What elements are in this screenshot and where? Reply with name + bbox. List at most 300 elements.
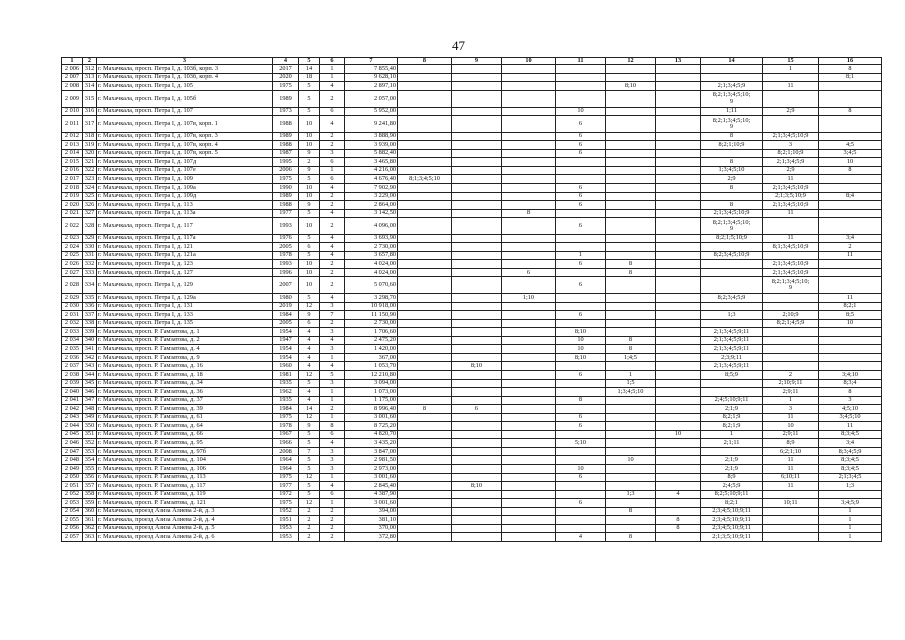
table-cell — [656, 413, 701, 422]
table-cell: г. Махачкала, просп. Р. Гамзатова, д. 97б — [97, 447, 273, 456]
table-cell: 3 — [763, 405, 819, 414]
table-cell: 2 — [320, 507, 345, 516]
table-cell: 8;1 — [819, 73, 882, 82]
table-cell: 8 — [606, 260, 656, 269]
table-cell: 1989 — [273, 132, 299, 141]
table-cell — [398, 201, 452, 210]
table-cell: 4 387,90 — [345, 490, 398, 499]
table-cell — [701, 268, 763, 277]
table-cell: 2 007 — [62, 73, 83, 82]
table-cell — [701, 243, 763, 252]
table-cell — [398, 370, 452, 379]
table-cell: 6 — [556, 192, 606, 201]
table-cell — [502, 311, 556, 320]
table-cell: 4 820,70 — [345, 430, 398, 439]
table-cell: 1953 — [273, 524, 299, 533]
table-cell: 359 — [83, 499, 97, 508]
table-cell: 8;2;1;3;4;5;10; 9 — [701, 218, 763, 235]
table-cell: 8 — [556, 396, 606, 405]
table-cell: 4 — [299, 345, 320, 354]
table-cell: 1 — [320, 388, 345, 397]
table-cell — [398, 353, 452, 362]
table-cell: 7 — [320, 311, 345, 320]
table-cell: 8;2;1;3;4;5;10; 9 — [763, 277, 819, 294]
table-cell: 2 012 — [62, 132, 83, 141]
table-cell: 2 042 — [62, 405, 83, 414]
table-cell: 2007 — [273, 277, 299, 294]
table-cell: 1 — [606, 370, 656, 379]
table-row — [62, 447, 882, 456]
table-cell: г. Махачкала, просп. Р. Гамзатова, д. 113 — [97, 473, 273, 482]
table-cell — [452, 141, 502, 150]
table-cell — [556, 379, 606, 388]
table-row — [62, 209, 882, 218]
table-cell: 10 — [299, 183, 320, 192]
table-cell: 2;1;3;4;5;9;11 — [701, 336, 763, 345]
table-cell — [701, 192, 763, 201]
table-cell: 2;1;3;5;10;9;11 — [701, 533, 763, 542]
table-cell: 2;1;3;4;5;9;11 — [701, 328, 763, 337]
table-cell: 3;4;10 — [819, 370, 882, 379]
table-cell: 2 — [320, 192, 345, 201]
table-cell — [398, 362, 452, 371]
table-cell: 8;10 — [452, 362, 502, 371]
table-cell: 2 019 — [62, 192, 83, 201]
table-cell — [502, 370, 556, 379]
table-cell: 2;3;4;5;10;9;11 — [701, 524, 763, 533]
table-cell — [701, 379, 763, 388]
table-cell — [452, 319, 502, 328]
table-cell: 4 — [656, 490, 701, 499]
table-cell: 2;9;11 — [763, 388, 819, 397]
table-cell: 1987 — [273, 149, 299, 158]
table-cell: 2 026 — [62, 260, 83, 269]
table-cell: 8 — [502, 209, 556, 218]
table-cell: г. Махачкала, просп. Петра I, д. 109 — [97, 175, 273, 184]
table-cell — [452, 65, 502, 74]
table-cell: 1;5 — [606, 379, 656, 388]
table-cell: г. Махачкала, просп. Петра I, д. 107 — [97, 107, 273, 116]
table-cell: 2;10;9;11 — [763, 379, 819, 388]
table-cell: 3 001,60 — [345, 413, 398, 422]
table-cell: 2;1;3;5;10;9 — [763, 192, 819, 201]
table-cell — [763, 533, 819, 542]
table-cell: г. Махачкала, просп. Р. Гамзатова, д. 61 — [97, 413, 273, 422]
table-cell — [398, 294, 452, 303]
table-cell — [656, 422, 701, 431]
table-cell — [398, 430, 452, 439]
table-cell: 2 056 — [62, 524, 83, 533]
table-cell: 4 — [299, 328, 320, 337]
table-cell: 9 — [299, 166, 320, 175]
table-cell — [452, 388, 502, 397]
table-cell: 2 845,40 — [345, 482, 398, 491]
table-cell: 10 — [556, 465, 606, 474]
table-cell: 5 — [299, 209, 320, 218]
table-cell: 2 — [320, 132, 345, 141]
table-cell — [656, 90, 701, 107]
table-cell — [502, 90, 556, 107]
table-cell — [502, 422, 556, 431]
table-cell — [606, 311, 656, 320]
table-cell — [556, 234, 606, 243]
table-cell: 2 730,00 — [345, 243, 398, 252]
table-cell — [452, 251, 502, 260]
table-cell — [556, 388, 606, 397]
table-cell: 6 — [320, 490, 345, 499]
table-cell: г. Махачкала, просп. Петра I, д. 127 — [97, 268, 273, 277]
table-cell — [398, 260, 452, 269]
table-cell: 8;3;4 — [819, 379, 882, 388]
table-cell — [606, 439, 656, 448]
table-cell — [656, 294, 701, 303]
table-cell: г. Махачкала, просп. Петра I, д. 107в, корп. 4 — [97, 141, 273, 150]
table-cell: г. Махачкала, просп. Р. Гамзатова, д. 1 — [97, 328, 273, 337]
table-cell — [819, 201, 882, 210]
table-cell: 10 — [299, 132, 320, 141]
table-cell: 5 — [320, 370, 345, 379]
table-cell: 351 — [83, 430, 97, 439]
table-cell — [502, 396, 556, 405]
table-cell: 2 028 — [62, 277, 83, 294]
table-row — [62, 251, 882, 260]
table-cell — [502, 499, 556, 508]
table-cell: 10 — [556, 107, 606, 116]
table-cell: 12 — [299, 370, 320, 379]
table-cell: г. Махачкала, просп. Р. Гамзатова, д. 4 — [97, 345, 273, 354]
table-cell — [452, 328, 502, 337]
table-cell: г. Махачкала, просп. Р. Гамзатова, д. 121 — [97, 499, 273, 508]
table-cell: 6 — [299, 319, 320, 328]
table-cell — [701, 302, 763, 311]
table-cell: 6 — [556, 413, 606, 422]
table-cell: 2 049 — [62, 465, 83, 474]
table-cell: 5;10 — [556, 439, 606, 448]
table-cell — [656, 362, 701, 371]
column-header: 10 — [502, 58, 556, 65]
table-cell — [398, 396, 452, 405]
table-cell — [606, 183, 656, 192]
table-cell — [819, 260, 882, 269]
table-cell — [556, 302, 606, 311]
table-row — [62, 388, 882, 397]
table-cell — [656, 499, 701, 508]
table-cell: 8;2;1;9 — [701, 413, 763, 422]
table-cell: 3 847,00 — [345, 447, 398, 456]
table-cell: 2;1;3;4;5;9;11 — [701, 362, 763, 371]
table-cell: 340 — [83, 336, 97, 345]
table-cell: 2 021 — [62, 209, 83, 218]
table-cell — [398, 166, 452, 175]
table-cell: 315 — [83, 90, 97, 107]
table-cell — [502, 82, 556, 91]
table-cell: 1947 — [273, 336, 299, 345]
table-cell: 9 — [299, 311, 320, 320]
table-cell — [606, 175, 656, 184]
table-row — [62, 516, 882, 525]
table-cell: 2 053 — [62, 499, 83, 508]
table-cell — [398, 82, 452, 91]
table-cell — [606, 465, 656, 474]
table-cell — [656, 370, 701, 379]
table-cell — [606, 302, 656, 311]
table-cell: 1951 — [273, 516, 299, 525]
table-cell — [502, 218, 556, 235]
table-row — [62, 218, 882, 235]
table-cell — [452, 218, 502, 235]
table-cell — [398, 251, 452, 260]
table-cell — [656, 473, 701, 482]
table-cell: 6 — [556, 277, 606, 294]
table-cell: 2 037 — [62, 362, 83, 371]
table-cell — [398, 73, 452, 82]
table-cell: 1954 — [273, 345, 299, 354]
table-cell: 1977 — [273, 209, 299, 218]
table-cell: 8 — [701, 132, 763, 141]
table-cell: 18 — [299, 73, 320, 82]
table-cell: 2 027 — [62, 268, 83, 277]
table-cell: 6;10;11 — [763, 473, 819, 482]
table-cell: 10 — [299, 268, 320, 277]
table-cell — [656, 328, 701, 337]
table-cell: 7 855,40 — [345, 65, 398, 74]
table-cell — [763, 490, 819, 499]
table-cell — [656, 218, 701, 235]
table-row — [62, 73, 882, 82]
table-cell: г. Махачкала, просп. Петра I, д. 113а — [97, 209, 273, 218]
table-cell: 6 — [320, 430, 345, 439]
table-cell: 2;4;5;10;9;11 — [701, 396, 763, 405]
table-cell: 8 — [819, 388, 882, 397]
table-cell — [452, 132, 502, 141]
table-cell — [398, 302, 452, 311]
table-cell — [452, 260, 502, 269]
table-cell: 1 706,60 — [345, 328, 398, 337]
table-cell — [763, 516, 819, 525]
table-cell: 8 — [819, 107, 882, 116]
table-cell: 367,00 — [345, 353, 398, 362]
table-cell: 2 033 — [62, 328, 83, 337]
table-cell — [606, 482, 656, 491]
table-cell: 336 — [83, 302, 97, 311]
table-cell — [556, 294, 606, 303]
table-cell: г. Махачкала, просп. Петра I, д. 107д — [97, 158, 273, 167]
table-cell — [452, 473, 502, 482]
table-cell: 10 — [299, 141, 320, 150]
table-cell: 3 — [819, 396, 882, 405]
table-cell: 372,80 — [345, 533, 398, 542]
table-cell: 314 — [83, 82, 97, 91]
table-cell: 349 — [83, 413, 97, 422]
table-row — [62, 328, 882, 337]
table-cell: 2 035 — [62, 345, 83, 354]
table-cell — [502, 260, 556, 269]
table-cell: г. Махачкала, просп. Р. Гамзатова, д. 37 — [97, 396, 273, 405]
table-cell — [556, 175, 606, 184]
table-cell: 8;2;1;4;5;9 — [763, 319, 819, 328]
table-cell: 2 018 — [62, 183, 83, 192]
table-cell: 3 — [320, 456, 345, 465]
table-cell: 14 — [299, 65, 320, 74]
table-cell: 4;5 — [819, 141, 882, 150]
table-cell: 1989 — [273, 90, 299, 107]
table-cell: 3 142,50 — [345, 209, 398, 218]
table-cell — [502, 132, 556, 141]
table-cell: 12 — [299, 302, 320, 311]
table-cell: 6 — [556, 260, 606, 269]
table-row — [62, 370, 882, 379]
table-cell — [656, 345, 701, 354]
table-cell: 4 — [320, 362, 345, 371]
table-row — [62, 201, 882, 210]
table-cell — [819, 268, 882, 277]
table-cell: 3 — [320, 447, 345, 456]
table-cell: 8 996,40 — [345, 405, 398, 414]
table-cell: 8 — [656, 516, 701, 525]
table-cell: 3 — [320, 379, 345, 388]
table-cell — [502, 473, 556, 482]
table-cell: г. Махачкала, просп. Р. Гамзатова, д. 66 — [97, 430, 273, 439]
table-cell — [656, 405, 701, 414]
table-cell: 1977 — [273, 482, 299, 491]
table-cell: 10 — [299, 277, 320, 294]
table-cell — [398, 158, 452, 167]
table-cell: 8;1;3;4;5;10 — [398, 175, 452, 184]
table-cell: 8;3;4;5;9 — [819, 447, 882, 456]
table-cell: 2 029 — [62, 294, 83, 303]
table-cell: 3 001,60 — [345, 499, 398, 508]
table-cell: 6 — [556, 370, 606, 379]
table-row — [62, 116, 882, 133]
table-cell: 2;1;9 — [701, 465, 763, 474]
table-cell — [763, 90, 819, 107]
table-cell — [452, 524, 502, 533]
table-cell: 338 — [83, 319, 97, 328]
table-cell: 8 — [606, 345, 656, 354]
table-cell: 337 — [83, 311, 97, 320]
table-cell: 3;4 — [819, 439, 882, 448]
table-cell: 2 036 — [62, 353, 83, 362]
table-cell — [606, 149, 656, 158]
table-cell — [701, 260, 763, 269]
table-cell: 2;1;3;4;5;10;9 — [763, 260, 819, 269]
table-cell — [656, 311, 701, 320]
table-cell: 2;1;3;4;5;9;11 — [701, 345, 763, 354]
table-row — [62, 465, 882, 474]
table-cell: 2 030 — [62, 302, 83, 311]
table-cell — [502, 516, 556, 525]
table-cell — [398, 490, 452, 499]
table-cell — [452, 311, 502, 320]
table-cell — [452, 166, 502, 175]
table-cell — [452, 465, 502, 474]
table-cell — [398, 422, 452, 431]
table-cell: 1975 — [273, 499, 299, 508]
table-cell: 2 025 — [62, 251, 83, 260]
table-cell: 2 — [320, 260, 345, 269]
table-row — [62, 294, 882, 303]
table-cell — [398, 533, 452, 542]
table-cell: 4 — [320, 439, 345, 448]
table-row — [62, 413, 882, 422]
table-cell: 1 — [819, 524, 882, 533]
table-cell — [606, 422, 656, 431]
table-cell: 8;5;9 — [701, 370, 763, 379]
table-cell — [502, 439, 556, 448]
table-cell: 8;9 — [763, 439, 819, 448]
table-cell: 2019 — [273, 302, 299, 311]
table-cell: 9 — [299, 422, 320, 431]
table-cell: 5 — [299, 82, 320, 91]
table-cell: 4 — [556, 533, 606, 542]
table-cell — [656, 158, 701, 167]
table-cell: 2;3;9;11 — [701, 353, 763, 362]
table-cell: 2 015 — [62, 158, 83, 167]
table-cell: 10 — [606, 456, 656, 465]
table-cell — [556, 430, 606, 439]
table-cell — [606, 192, 656, 201]
table-cell: г. Махачкала, просп. Петра I, д. 107в, корп. 1 — [97, 116, 273, 133]
table-cell: 348 — [83, 405, 97, 414]
table-row — [62, 473, 882, 482]
table-cell: 2 008 — [62, 82, 83, 91]
table-cell — [819, 218, 882, 235]
table-cell: 3 435,20 — [345, 439, 398, 448]
table-cell: 8;2;1;3;4;5;10; 9 — [701, 116, 763, 133]
table-cell: 4;5;10 — [819, 405, 882, 414]
table-cell: 5 — [299, 430, 320, 439]
table-cell: 341 — [83, 345, 97, 354]
table-cell: 8 725,20 — [345, 422, 398, 431]
table-cell: 1 — [701, 430, 763, 439]
table-cell: г. Махачкала, просп. Р. Гамзатова, д. 2 — [97, 336, 273, 345]
table-cell — [763, 353, 819, 362]
table-cell: 1 175,00 — [345, 396, 398, 405]
table-cell: 331 — [83, 251, 97, 260]
table-cell: 11 — [763, 413, 819, 422]
table-cell: 2 009 — [62, 90, 83, 107]
table-cell — [656, 465, 701, 474]
table-cell — [656, 277, 701, 294]
column-header: 4 — [273, 58, 299, 65]
table-cell — [656, 243, 701, 252]
table-cell — [398, 456, 452, 465]
table-cell — [556, 516, 606, 525]
table-cell — [819, 183, 882, 192]
table-cell: 313 — [83, 73, 97, 82]
table-cell: 1962 — [273, 388, 299, 397]
table-cell: 4 — [299, 396, 320, 405]
table-cell — [452, 302, 502, 311]
table-cell: г. Махачкала, просп. Петра I, д. 103б, корп. 4 — [97, 73, 273, 82]
table-cell: 11 — [763, 82, 819, 91]
table-cell: 2 043 — [62, 413, 83, 422]
table-cell — [452, 499, 502, 508]
table-cell — [656, 107, 701, 116]
table-cell — [606, 362, 656, 371]
table-cell: г. Махачкала, просп. Петра I, д. 107в, корп. 3 — [97, 132, 273, 141]
table-cell: 1995 — [273, 158, 299, 167]
table-cell: 3 888,90 — [345, 132, 398, 141]
table-cell — [701, 73, 763, 82]
table-cell: 363 — [83, 533, 97, 542]
table-cell: 2 055 — [62, 516, 83, 525]
table-cell: 8;2;1 — [819, 302, 882, 311]
table-cell — [452, 183, 502, 192]
table-cell: г. Махачкала, просп. Петра I, д. 129а — [97, 294, 273, 303]
table-cell: 1 053,70 — [345, 362, 398, 371]
table-cell: 2;9 — [763, 166, 819, 175]
